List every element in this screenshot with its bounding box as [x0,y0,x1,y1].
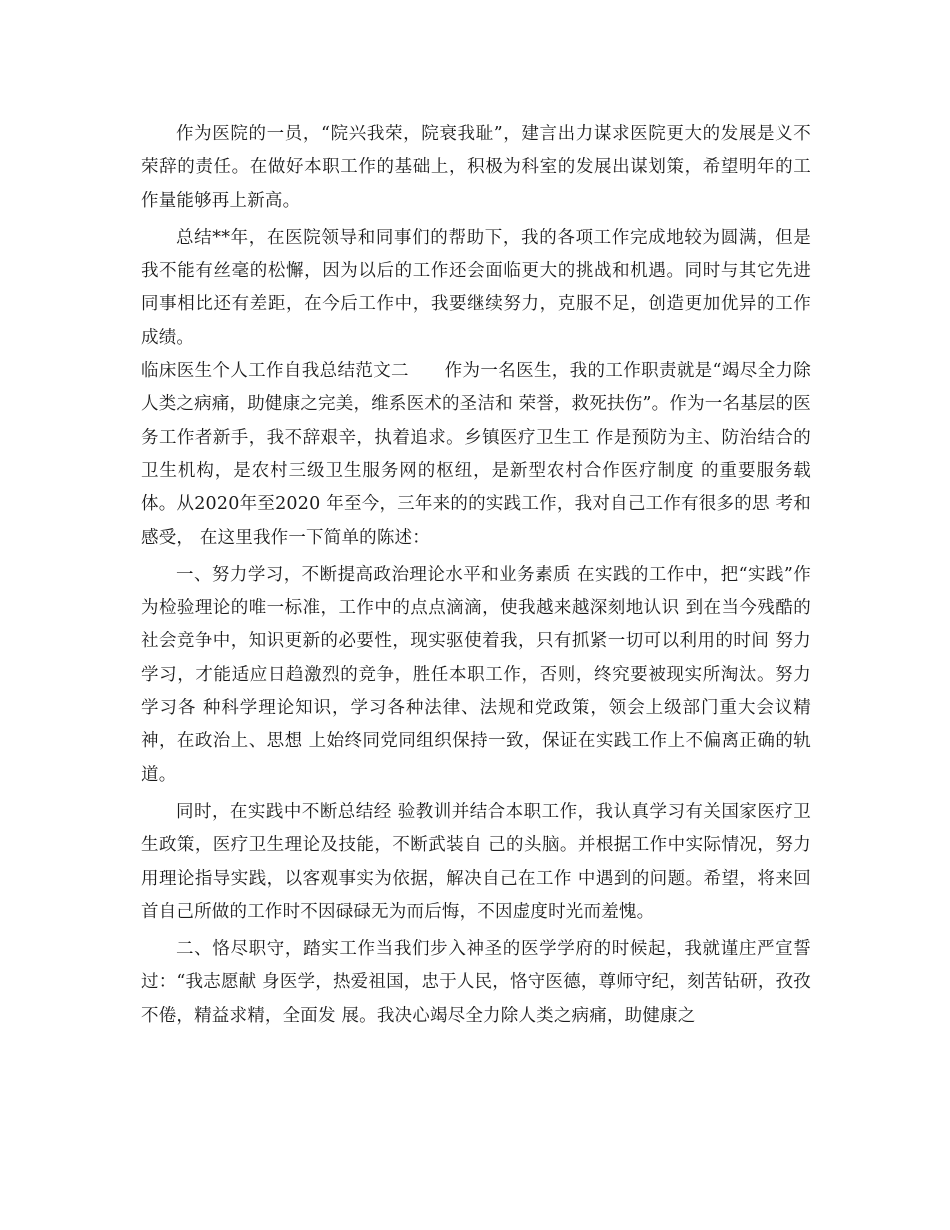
paragraph-due-diligence: 二、恪尽职守，踏实工作当我们步入神圣的医学学府的时候起，我就谨庄严宣誓过：“我志愿献 身医学，热爱祖国，忠于人民，恪守医德，尊师守纪，刻苦钻研，孜孜不倦，精益求精，全面发 展。我决心竭尽全力除人类之病痛，助健康之 [141,939,811,1026]
paragraph-sample-two-intro: 临床医生个人工作自我总结范文二 作为一名医生，我的工作职责就是“竭尽全力除人类之病痛，助健康之完美，维系医术的圣洁和 荣誉，救死扶伤”。作为一名基层的医务工作者新手，我不辞艰辛，执着追求。乡镇医疗卫生工 作是预防为主、防治结合的卫生机构，是农村三级卫生服务网的枢纽，是新型农村合作医疗制度 的重要服务载体。从2020年至2020 年至今，三年来的的实践工作，我对自己工作有很多的思 考和感受， 在这里我作一下简单的陈述： [141,361,811,548]
paragraph-hospital-member: 作为医院的一员，“院兴我荣，院衰我耻”，建言出力谋求医院更大的发展是义不荣辞的责任。在做好本职工作的基础上，积极为科室的发展出谋划策，希望明年的工作量能够再上新高。 [141,124,811,211]
paragraph-study-hard: 一、努力学习，不断提高政治理论水平和业务素质 在实践的工作中，把“实践”作为检验理论的唯一标准，工作中的点点滴滴，使我越来越深刻地认识 到在当今残酷的社会竞争中，知识更新的必要性，现实驱使着我，只有抓紧一切可以利用的时间 努力学习，才能适应日趋激烈的竞争，胜任本职工作，否则，终究要被现实所淘汰。努力学习各 种科学理论知识，学习各种法律、法规和党政策，领会上级部门重大会议精神，在政治上、思想 上始终同党同组织保持一致，保证在实践工作上不偏离正确的轨道。 [141,564,811,785]
paragraph-year-summary: 总结**年，在医院领导和同事们的帮助下，我的各项工作完成地较为圆满，但是我不能有丝毫的松懈，因为以后的工作还会面临更大的挑战和机遇。同时与其它先进同事相比还有差距，在今后工作中，我要继续努力，克服不足，创造更加优异的工作成绩。 [141,227,811,348]
document-body [141,118,811,1033]
paragraph-practice-summary: 同时，在实践中不断总结经 验教训并结合本职工作，我认真学习有关国家医疗卫生政策，医疗卫生理论及技能，不断武装自 己的头脑。并根据工作中实际情况，努力用理论指导实践，以客观事实为依据，解决自己在工作 中遇到的问题。希望，将来回首自己所做的工作时不因碌碌无为而后悔，不因虚度时光而羞愧。 [141,801,811,922]
